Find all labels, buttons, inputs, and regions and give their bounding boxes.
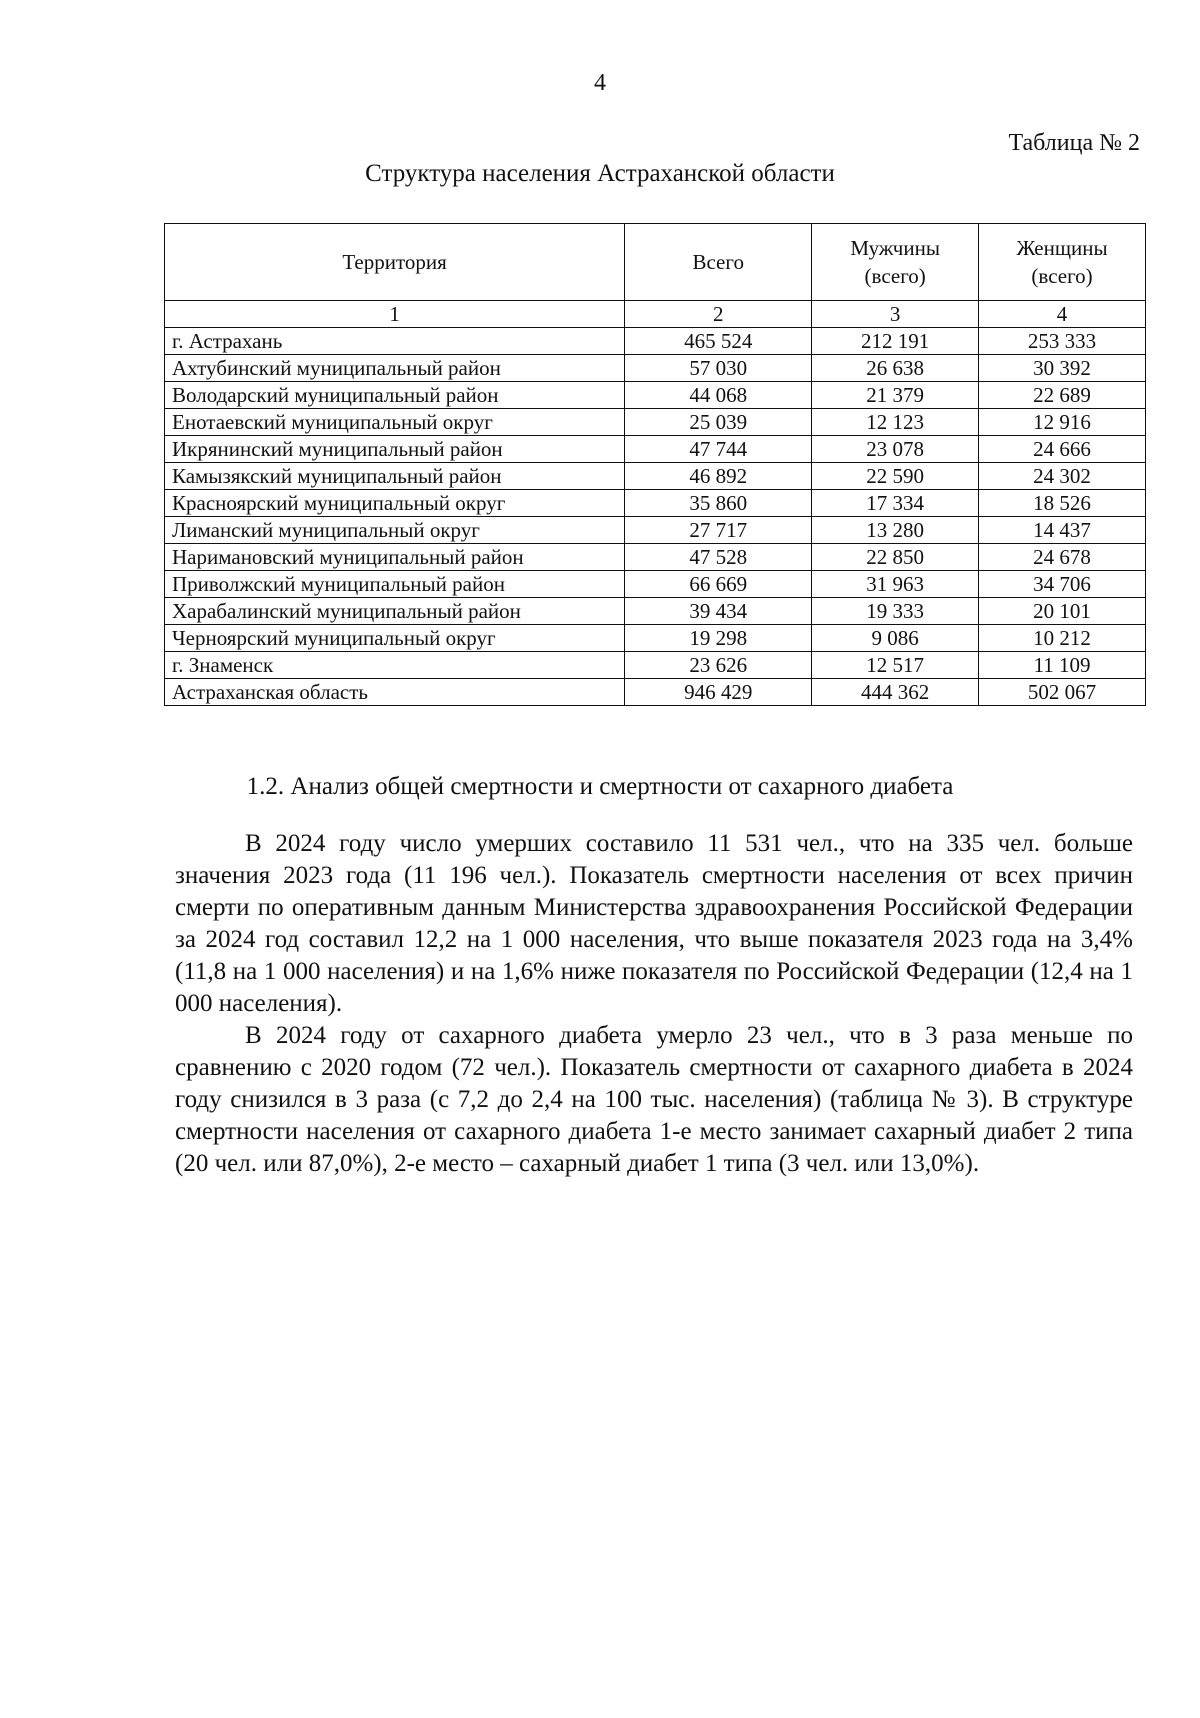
column-number: 2 — [625, 301, 812, 328]
cell-total: 57 030 — [625, 355, 812, 382]
header-men: Мужчины (всего) — [812, 224, 979, 301]
table-row — [165, 544, 1146, 571]
table-row — [165, 355, 1146, 382]
cell-territory: Черноярский муниципальный округ — [165, 625, 625, 652]
cell-men: 26 638 — [812, 355, 979, 382]
cell-women: 14 437 — [979, 517, 1146, 544]
table-row — [165, 382, 1146, 409]
table-row — [165, 598, 1146, 625]
cell-total: 46 892 — [625, 463, 812, 490]
cell-men: 23 078 — [812, 436, 979, 463]
body-text — [175, 828, 1133, 1180]
table-row — [165, 490, 1146, 517]
cell-men: 212 191 — [812, 328, 979, 355]
cell-total: 47 744 — [625, 436, 812, 463]
cell-men: 31 963 — [812, 571, 979, 598]
cell-women: 24 302 — [979, 463, 1146, 490]
cell-men: 12 123 — [812, 409, 979, 436]
cell-men: 444 362 — [812, 679, 979, 706]
population-table — [164, 223, 1146, 706]
cell-total: 44 068 — [625, 382, 812, 409]
cell-territory: г. Астрахань — [165, 328, 625, 355]
cell-men: 22 590 — [812, 463, 979, 490]
cell-territory: Енотаевский муниципальный округ — [165, 409, 625, 436]
cell-women: 12 916 — [979, 409, 1146, 436]
table-row — [165, 625, 1146, 652]
header-women: Женщины (всего) — [979, 224, 1146, 301]
cell-women: 253 333 — [979, 328, 1146, 355]
cell-territory: Красноярский муниципальный округ — [165, 490, 625, 517]
cell-women: 34 706 — [979, 571, 1146, 598]
cell-total: 35 860 — [625, 490, 812, 517]
cell-total: 39 434 — [625, 598, 812, 625]
cell-women: 10 212 — [979, 625, 1146, 652]
cell-territory: г. Знаменск — [165, 652, 625, 679]
cell-men: 17 334 — [812, 490, 979, 517]
cell-women: 30 392 — [979, 355, 1146, 382]
cell-total: 25 039 — [625, 409, 812, 436]
cell-territory: Харабалинский муниципальный район — [165, 598, 625, 625]
cell-men: 22 850 — [812, 544, 979, 571]
cell-men: 19 333 — [812, 598, 979, 625]
column-number-row — [165, 301, 1146, 328]
cell-total: 465 524 — [625, 328, 812, 355]
cell-women: 20 101 — [979, 598, 1146, 625]
cell-women: 502 067 — [979, 679, 1146, 706]
cell-women: 18 526 — [979, 490, 1146, 517]
table-row — [165, 652, 1146, 679]
cell-men: 21 379 — [812, 382, 979, 409]
cell-total: 27 717 — [625, 517, 812, 544]
table-row — [165, 328, 1146, 355]
header-total: Всего — [625, 224, 812, 301]
table-row — [165, 517, 1146, 544]
section-title: 1.2. Анализ общей смертности и смертности от сахарного диабета — [246, 773, 954, 800]
table-row — [165, 571, 1146, 598]
cell-total: 19 298 — [625, 625, 812, 652]
cell-territory: Камызякский муниципальный район — [165, 463, 625, 490]
column-number: 4 — [979, 301, 1146, 328]
cell-territory: Наримановский муниципальный район — [165, 544, 625, 571]
paragraph: В 2024 году от сахарного диабета умерло 23 чел., что в 3 раза меньше по сравнению с 2020 годом (72 чел.). Показатель смертности от сахарного диабета в 2024 году снизился в 3 раза (с 7,2 до 2,4 на 100 тыс. населения) (таблица № 3). В структуре смертности населения от сахарного диабета 1-е место занимает сахарный диабет 2 типа (20 чел. или 87,0%), 2-е место – сахарный диабет 1 типа (3 чел. или 13,0%). — [175, 1022, 1133, 1177]
cell-territory: Володарский муниципальный район — [165, 382, 625, 409]
cell-women: 24 666 — [979, 436, 1146, 463]
table-row — [165, 436, 1146, 463]
cell-men: 13 280 — [812, 517, 979, 544]
column-number: 1 — [165, 301, 625, 328]
cell-territory: Астраханская область — [165, 679, 625, 706]
cell-territory: Приволжский муниципальный район — [165, 571, 625, 598]
column-number: 3 — [812, 301, 979, 328]
paragraph: В 2024 году число умерших составило 11 531 чел., что на 335 чел. больше значения 2023 года (11 196 чел.). Показатель смертности населения от всех причин смерти по оперативным данным Министерства здравоохранения Российской Федерации за 2024 год составил 12,2 на 1 000 населения, что выше показателя 2023 года на 3,4% (11,8 на 1 000 населения) и на 1,6% ниже показателя по Российской Федерации (12,4 на 1 000 населения). — [175, 830, 1133, 1017]
cell-territory: Икрянинский муниципальный район — [165, 436, 625, 463]
cell-territory: Лиманский муниципальный округ — [165, 517, 625, 544]
table-row — [165, 463, 1146, 490]
cell-women: 22 689 — [979, 382, 1146, 409]
page-number: 4 — [594, 70, 606, 96]
cell-men: 9 086 — [812, 625, 979, 652]
table-header-row — [165, 224, 1146, 301]
table-label: Таблица № 2 — [1008, 130, 1140, 156]
cell-total: 23 626 — [625, 652, 812, 679]
cell-total: 47 528 — [625, 544, 812, 571]
cell-women: 24 678 — [979, 544, 1146, 571]
cell-men: 12 517 — [812, 652, 979, 679]
cell-total: 946 429 — [625, 679, 812, 706]
table-title: Структура населения Астраханской области — [365, 160, 835, 187]
cell-total: 66 669 — [625, 571, 812, 598]
header-territory: Территория — [165, 224, 625, 301]
cell-women: 11 109 — [979, 652, 1146, 679]
cell-territory: Ахтубинский муниципальный район — [165, 355, 625, 382]
table-row — [165, 409, 1146, 436]
table-row — [165, 679, 1146, 706]
